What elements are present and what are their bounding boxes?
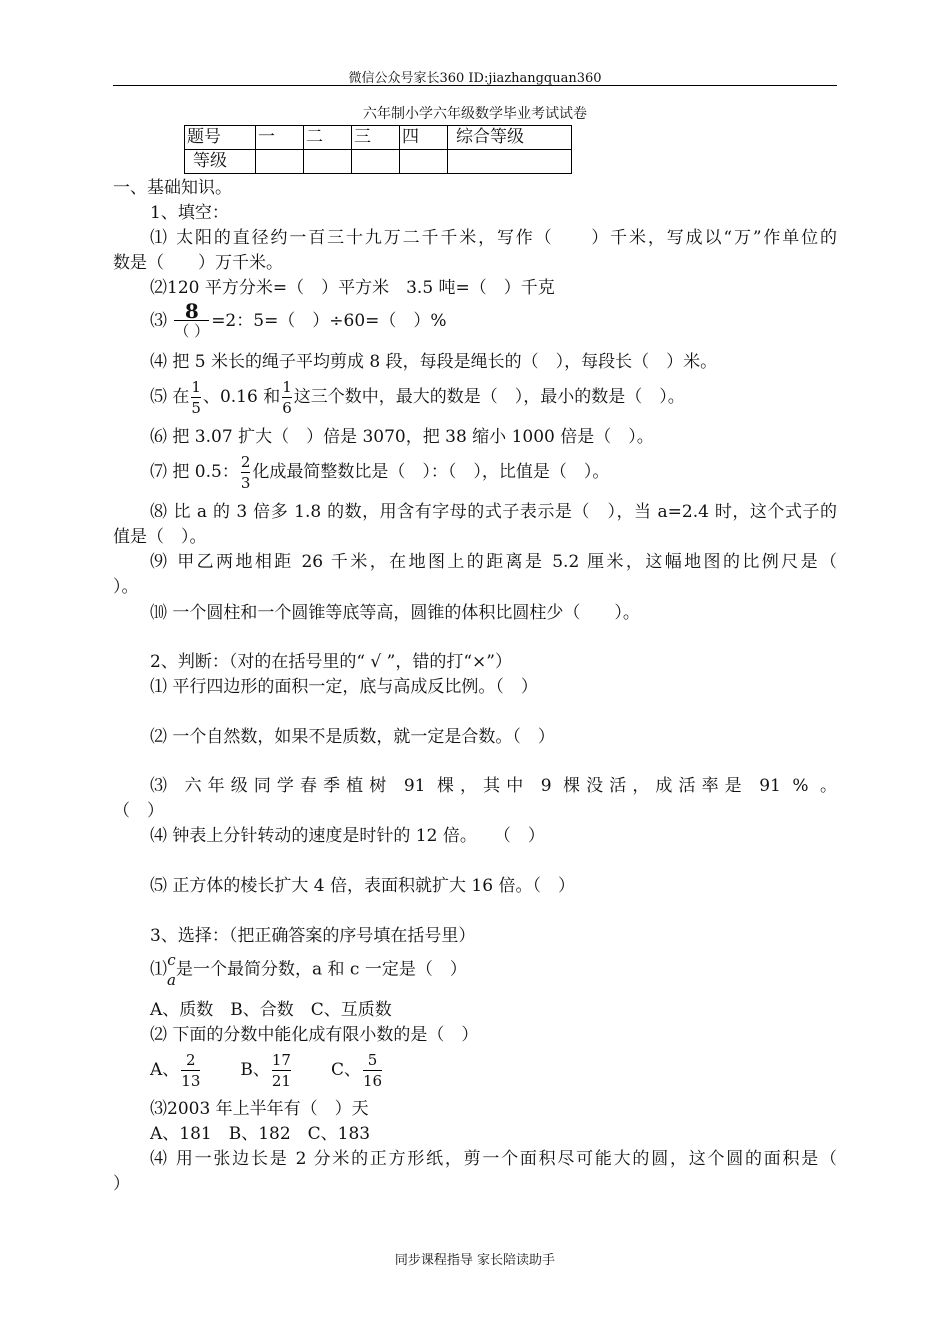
table-cell (256, 150, 304, 174)
fill-q6: ⑹ 把 3.07 扩大（ ）倍是 3070，把 38 缩小 1000 倍是（ ）。 (150, 427, 654, 447)
fill-q3: ⑶ $\frac{8}{( )}$ =2：5=（ ）÷60=（ ）% (150, 299, 447, 340)
table-cell (400, 150, 448, 174)
table-cell: 二 (304, 126, 352, 150)
judge-heading: 2、判断：（对的在括号里的“ √ ”，错的打“×”） (150, 652, 512, 672)
fill-q1: ⑴ 太阳的直径约一百三十九万二千千米，写作（ ）千米，写成以“万”作单位的 (150, 228, 837, 248)
judge-q3-cont: （ ） (113, 801, 164, 821)
section-heading: 一、基础知识。 (113, 178, 232, 198)
fill-q7: ⑺ 把 0.5： $\frac{2}{3}$ 化成最简整数比是（ ）：（ ），比值是（ ）。 (150, 453, 610, 492)
choice-heading: 3、选择：（把正确答案的序号填在括号里） (150, 926, 476, 946)
choice-q4: ⑷ 用一张边长是 2 分米的正方形纸，剪一个面积尽可能大的圆，这个圆的面积是（ (150, 1149, 837, 1169)
table-cell: 综合等级 (448, 126, 572, 150)
fill-q5: ⑸ 在 $\frac{1}{5}$ 、0.16 和 $\frac{1}{6}$ 这三个数中，最大的数是（ ），最小的数是（ ）。 (150, 378, 685, 417)
fill-q10: ⑽ 一个圆柱和一个圆锥等底等高，圆锥的体积比圆柱少（ ）。 (150, 603, 640, 623)
choice-q4-cont: ） (113, 1174, 130, 1194)
table-cell: 三 (352, 126, 400, 150)
choice-q1: ⑴ c a 是一个最简分数，a 和 c 一定是（ ） (150, 951, 467, 989)
fraction: $\frac{8}{( )}$ (174, 299, 210, 340)
fraction: $\frac{2}{3}$ (240, 453, 251, 492)
choice-q3-options: A、181 B、182 C、183 (150, 1124, 371, 1144)
fraction: $\frac{1}{6}$ (282, 378, 292, 417)
fraction: $\frac{5}{16}$ (362, 1051, 383, 1090)
fill-q9-cont: ）。 (113, 577, 139, 597)
choice-q1-options: A、质数 B、合数 C、互质数 (150, 1000, 392, 1020)
table-cell: 等级 (185, 150, 256, 174)
fraction: $\frac{1}{5}$ (191, 378, 201, 417)
choice-q3: ⑶2003 年上半年有（ ）天 (150, 1099, 369, 1119)
page-footer: 同步课程指导 家长陪读助手 (394, 1253, 556, 1268)
table-row (185, 150, 572, 174)
choice-q2: ⑵ 下面的分数中能化成有限小数的是（ ） (150, 1025, 479, 1045)
table-cell: 四 (400, 126, 448, 150)
grade-table (184, 125, 572, 174)
fill-q1-cont: 数是（ ）万千米。 (113, 253, 283, 273)
page-header: 微信公众号家长360 ID:jiazhangquan360 (348, 71, 602, 86)
choice-q2-options: A、 $\frac{2}{13}$ B、 $\frac{17}{21}$ C、 $\frac{5}{16}$ (150, 1051, 383, 1090)
fraction: c a (167, 951, 176, 989)
fraction: $\frac{2}{13}$ (181, 1051, 201, 1090)
fill-q8: ⑻ 比 a 的 3 倍多 1.8 的数，用含有字母的式子表示是（ ），当 a=2.4 时，这个式子的 (150, 502, 837, 522)
fill-q9: ⑼ 甲乙两地相距 26 千米，在地图上的距离是 5.2 厘米，这幅地图的比例尺是（ (150, 552, 837, 572)
table-cell (304, 150, 352, 174)
judge-q1: ⑴ 平行四边形的面积一定，底与高成反比例。（ ） (150, 677, 538, 697)
fill-heading: 1、填空： (150, 203, 229, 223)
fill-q4: ⑷ 把 5 米长的绳子平均剪成 8 段，每段是绳长的（ ），每段长（ ）米。 (150, 352, 718, 372)
fill-q2: ⑵120 平方分米=（ ）平方米 3.5 吨=（ ）千克 (150, 278, 555, 298)
table-cell: 一 (256, 126, 304, 150)
table-row (185, 126, 572, 150)
table-cell: 题号 (185, 126, 256, 150)
exam-title: 六年制小学六年级数学毕业考试试卷 (363, 106, 587, 122)
fraction: $\frac{17}{21}$ (271, 1051, 291, 1090)
fill-q8-cont: 值是（ ）。 (113, 527, 207, 547)
judge-q4: ⑷ 钟表上分针转动的速度是时针的 12 倍。 （ ） (150, 826, 545, 846)
table-cell (448, 150, 572, 174)
judge-q2: ⑵ 一个自然数，如果不是质数，就一定是合数。（ ） (150, 727, 555, 747)
header-rule (113, 85, 837, 86)
table-cell (352, 150, 400, 174)
judge-q5: ⑸ 正方体的棱长扩大 4 倍，表面积就扩大 16 倍。（ ） (150, 876, 575, 896)
judge-q3: ⑶ 六年级同学春季植树 91 棵，其中 9 棵没活，成活率是 91 % 。 (150, 776, 837, 796)
